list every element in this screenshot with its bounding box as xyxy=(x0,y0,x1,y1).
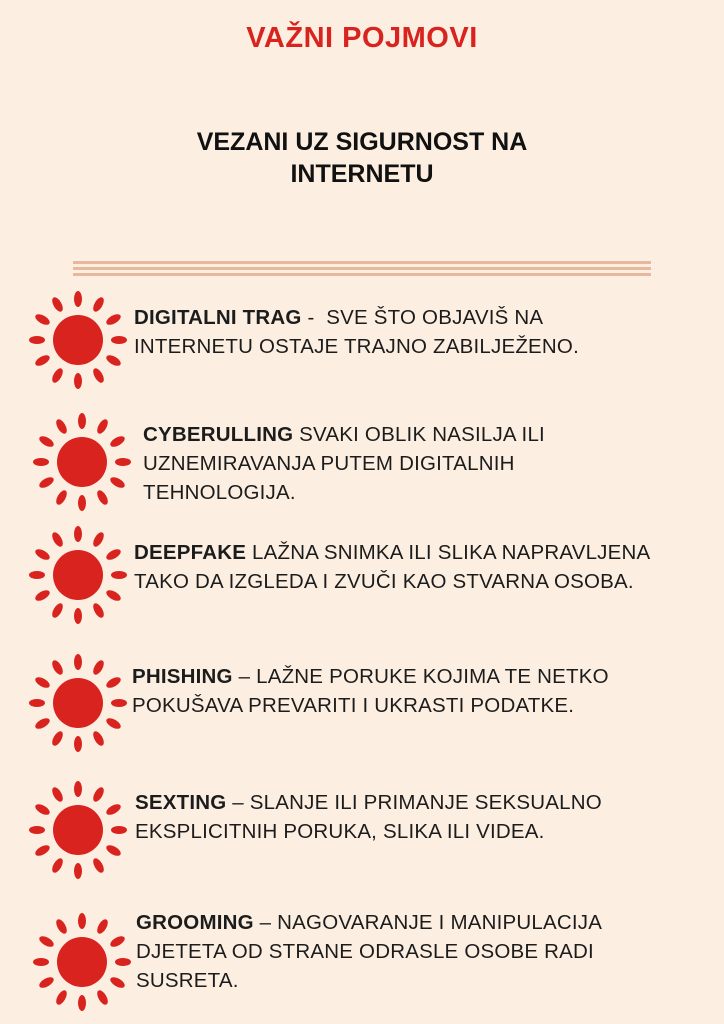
term-name: CYBERULLING xyxy=(143,423,294,446)
term-item xyxy=(143,420,563,507)
term-name: PHISHING xyxy=(132,665,233,688)
sun-icon xyxy=(28,525,128,625)
sun-icon xyxy=(28,290,128,390)
sun-icon xyxy=(32,912,132,1012)
term-separator: – xyxy=(253,911,278,934)
term-item xyxy=(132,662,632,720)
term-definition: SLANJE ILI PRIMANJE SEKSUALNO EKSPLICITNIH PORUKA, SLIKA ILI VIDEA. xyxy=(135,791,602,843)
term-name: SEXTING xyxy=(135,791,227,814)
term-definition: SVE ŠTO OBJAVIŠ NA INTERNETU OSTAJE TRAJNO ZABILJEŽENO. xyxy=(134,306,579,358)
term-definition: NAGOVARANJE I MANIPULACIJA DJETETA OD STRANE ODRASLE OSOBE RADI SUSRETA. xyxy=(136,911,601,992)
term-separator: – xyxy=(226,791,250,814)
term-definition: LAŽNA SNIMKA ILI SLIKA NAPRAVLJENA TAKO DA IZGLEDA I ZVUČI KAO STVARNA OSOBA. xyxy=(134,541,650,593)
term-separator: – xyxy=(232,665,257,688)
divider-line xyxy=(73,267,651,270)
term-name: DIGITALNI TRAG xyxy=(134,306,302,329)
subtitle-line-1: VEZANI UZ SIGURNOST NA xyxy=(196,128,528,156)
sun-icon xyxy=(28,780,128,880)
term-separator: - xyxy=(301,306,327,329)
divider-line xyxy=(73,273,651,276)
subtitle-line-2: INTERNETU xyxy=(290,160,434,188)
term-item xyxy=(135,788,635,846)
page-title: VAŽNI POJMOVI xyxy=(246,22,478,54)
term-item xyxy=(134,303,594,361)
term-name: GROOMING xyxy=(136,911,254,934)
term-definition: SVAKI OBLIK NASILJA ILI UZNEMIRAVANJA PUTEM DIGITALNIH TEHNOLOGIJA. xyxy=(143,423,545,504)
term-item xyxy=(136,908,656,995)
sun-icon xyxy=(28,653,128,753)
divider-line xyxy=(73,261,651,264)
page-subtitle xyxy=(0,126,724,190)
sun-icon xyxy=(32,412,132,512)
term-name: DEEPFAKE xyxy=(134,541,247,564)
term-item xyxy=(134,538,694,596)
term-definition: LAŽNE PORUKE KOJIMA TE NETKO POKUŠAVA PREVARITI I UKRASTI PODATKE. xyxy=(132,665,609,717)
